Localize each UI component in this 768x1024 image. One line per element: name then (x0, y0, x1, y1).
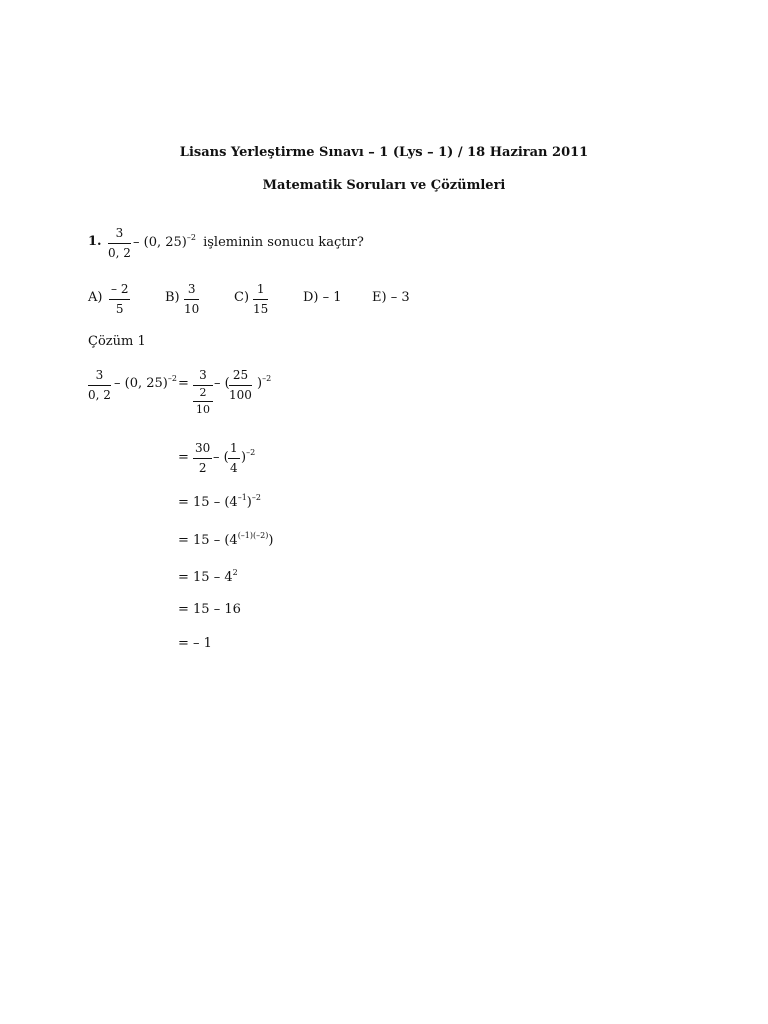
solution-line7: = – 1 (178, 636, 212, 651)
question-prompt: işleminin sonucu kaçtır? (203, 235, 364, 250)
line5-exponent: 2 (232, 568, 238, 577)
expression-exponent: –2 (186, 233, 196, 242)
question-number: 1. (88, 234, 102, 249)
fraction-denominator: 100 (229, 388, 252, 402)
question-expression (133, 235, 364, 251)
close-exponent: –2 (246, 448, 256, 457)
fraction-numerator: 3 (95, 368, 104, 382)
option-d: D) – 1 (303, 290, 342, 305)
option-c-fraction (253, 282, 268, 317)
solution-line2-equals: = (178, 450, 189, 465)
line3-exponent-2: –2 (251, 493, 261, 502)
nested-inner-denominator: 10 (196, 403, 210, 416)
solution-fraction-1 (88, 368, 111, 403)
option-b-fraction (184, 282, 199, 317)
fraction-bar (193, 401, 213, 402)
page-title: Lisans Yerleştirme Sınavı – 1 (Lys – 1) / 18 Haziran 2011 (179, 145, 589, 160)
solution-line1-close (257, 376, 271, 392)
fraction-denominator: 0, 2 (88, 388, 111, 402)
option-a-label: A) (88, 290, 103, 305)
fraction-denominator: 4 (230, 461, 238, 475)
solution-heading: Çözüm 1 (88, 334, 146, 349)
solution-line2-minus: – ( (213, 450, 229, 465)
option-c-numerator: 1 (256, 282, 265, 296)
option-b-label: B) (165, 290, 180, 305)
close-exponent: –2 (262, 374, 272, 383)
solution-line6: = 15 – 16 (178, 602, 241, 617)
fraction-denominator: 2 (198, 461, 207, 475)
solution-line1-equals: = (178, 376, 189, 391)
fraction-numerator: 1 (230, 441, 238, 455)
option-a-fraction (109, 282, 130, 317)
close-paren: ) (241, 450, 247, 465)
page-subtitle: Matematik Soruları ve Çözümleri (262, 178, 506, 193)
fraction-numerator: 30 (195, 441, 211, 455)
option-b-denominator: 10 (184, 302, 200, 316)
solution-line3 (178, 495, 261, 511)
fraction-denominator: 0, 2 (108, 246, 131, 260)
line4-part-a: = 15 – (4 (178, 533, 238, 548)
solution-line4 (178, 533, 273, 549)
solution-fraction-1-4 (228, 441, 240, 476)
fraction-numerator: 3 (115, 226, 124, 240)
question-fraction (108, 226, 131, 261)
nested-fraction-numerator: 3 (199, 368, 207, 382)
term-text: – (0, 25) (114, 376, 168, 391)
line3-part-a: = 15 – (4 (178, 495, 238, 510)
option-a-numerator: – 2 (111, 282, 129, 296)
line4-part-b: ) (268, 533, 274, 548)
solution-line1-minus: – ( (214, 376, 230, 391)
solution-line5 (178, 570, 238, 586)
solution-fraction-30-2 (193, 441, 212, 476)
solution-line2-close (241, 450, 255, 466)
expression-term: – (0, 25) (133, 235, 187, 250)
line5-part-a: = 15 – 4 (178, 570, 233, 585)
option-c-label: C) (234, 290, 250, 305)
solution-line1-term (114, 376, 177, 392)
option-e: E) – 3 (372, 290, 410, 305)
line4-exponent: (–1)(–2) (237, 531, 269, 540)
line3-exponent-1: –1 (237, 493, 247, 502)
nested-inner-numerator: 2 (199, 386, 207, 399)
term-exponent: –2 (167, 374, 177, 383)
option-c-denominator: 15 (253, 302, 269, 316)
fraction-numerator: 25 (232, 368, 249, 382)
solution-fraction-25-100 (229, 368, 252, 403)
option-b-numerator: 3 (187, 282, 196, 296)
option-a-denominator: 5 (115, 302, 124, 316)
close-paren: ) (257, 376, 263, 391)
line3-part-b: ) (246, 495, 252, 510)
